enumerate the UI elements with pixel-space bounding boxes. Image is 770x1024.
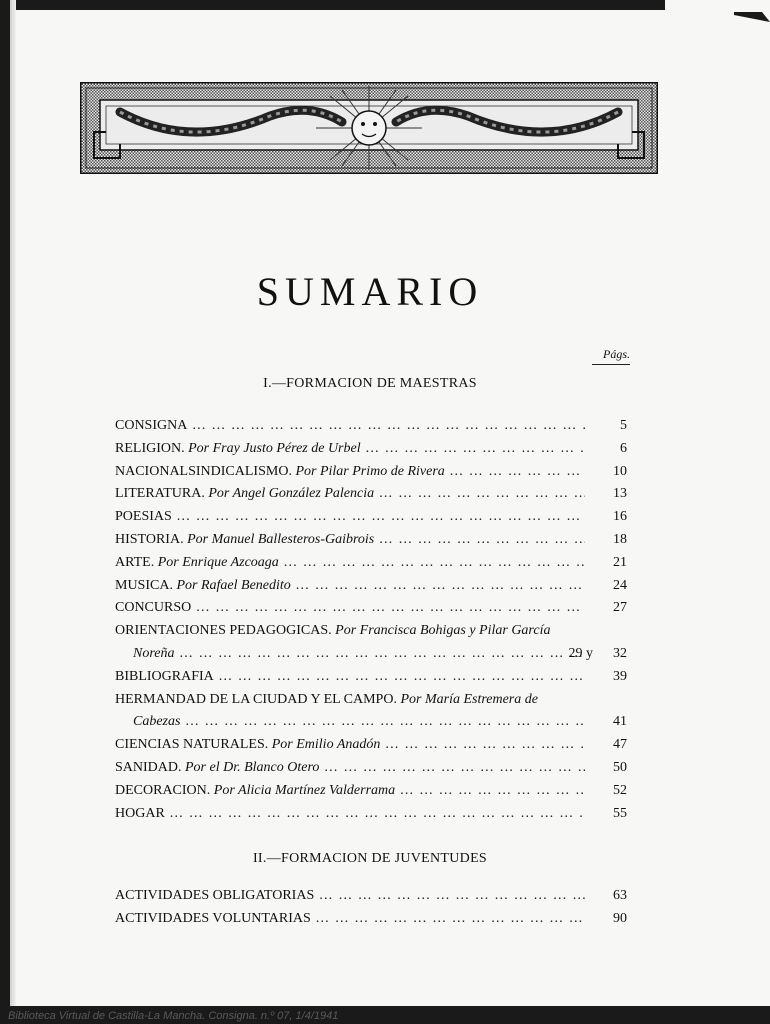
entry-label: ORIENTACIONES PEDAGOGICAS. xyxy=(115,623,332,639)
entry-label: POESIAS xyxy=(115,509,172,525)
toc-juventudes xyxy=(115,885,627,931)
entry-author: Por Pilar Primo de Rivera xyxy=(295,463,445,479)
entry-page: 63 xyxy=(613,888,627,903)
entry-label: CONSIGNA xyxy=(115,418,188,433)
entry-label: BIBLIOGRAFIA xyxy=(115,668,214,684)
entry-page: 55 xyxy=(613,805,627,821)
toc-entry xyxy=(115,529,627,552)
entry-label: HERMANDAD DE LA CIUDAD Y EL CAMPO. xyxy=(115,691,397,707)
entry-label: RELIGION. xyxy=(115,440,185,456)
entry-page: 16 xyxy=(613,509,627,525)
toc-entry xyxy=(115,597,627,620)
entry-author-continued: Noreña xyxy=(133,645,175,661)
entry-author: Por Emilio Anadón xyxy=(271,737,381,753)
toc-entry xyxy=(115,552,627,575)
entry-label: CIENCIAS NATURALES. xyxy=(115,737,269,753)
entry-page: 10 xyxy=(613,463,627,479)
entry-page-inline: 29 y xyxy=(568,645,593,661)
toc-entry xyxy=(115,689,627,735)
toc-entry xyxy=(115,666,627,689)
entry-label: DECORACION. xyxy=(115,782,211,798)
toc-entry xyxy=(115,780,627,803)
entry-label: CONCURSO xyxy=(115,600,192,616)
entry-author-continued: Cabezas xyxy=(133,714,181,730)
entry-label: HISTORIA. xyxy=(115,531,184,547)
entry-page: 32 xyxy=(613,645,627,661)
entry-author: Por Manuel Ballesteros-Gaibrois xyxy=(187,531,375,547)
page-top-border xyxy=(10,0,665,10)
entry-author: Por Enrique Azcoaga xyxy=(157,554,279,570)
entry-label: HOGAR xyxy=(115,805,165,821)
entry-author: Por Francisca Bohigas y Pilar García xyxy=(335,623,551,639)
entry-page: 90 xyxy=(613,910,627,926)
footer-credit: Biblioteca Virtual de Castilla-La Mancha. Consigna. n.º 07, 1/4/1941 xyxy=(8,1010,339,1022)
toc-maestras xyxy=(115,415,627,825)
entry-page: 21 xyxy=(613,554,627,570)
entry-page: 13 xyxy=(613,486,627,502)
entry-label: LITERATURA. xyxy=(115,486,205,502)
section-heading-maestras: I.—FORMACION DE MAESTRAS xyxy=(263,376,477,391)
toc-entry xyxy=(115,734,627,757)
entry-page: 41 xyxy=(613,714,627,730)
entry-page: 27 xyxy=(613,600,627,616)
entry-page: 18 xyxy=(613,531,627,547)
entry-author: Por el Dr. Blanco Otero xyxy=(185,759,320,775)
entry-page: 50 xyxy=(613,759,627,775)
toc-entry xyxy=(115,620,627,666)
entry-label: ARTE. xyxy=(115,554,155,570)
toc-entry xyxy=(115,438,627,461)
toc-entry xyxy=(115,908,627,931)
toc-entry xyxy=(115,461,627,484)
entry-author: Por Alicia Martínez Valderrama xyxy=(213,782,396,798)
toc-entry xyxy=(115,575,627,598)
entry-page: 24 xyxy=(613,577,627,593)
entry-author: Por Fray Justo Pérez de Urbel xyxy=(188,440,361,456)
entry-page: 52 xyxy=(613,782,627,798)
entry-label: SANIDAD. xyxy=(115,759,182,775)
entry-page: 47 xyxy=(613,737,627,753)
entry-page: 6 xyxy=(620,440,627,456)
page-title: SUMARIO xyxy=(256,269,484,314)
entry-author: Por María Estremera de xyxy=(400,691,538,707)
entry-label: ACTIVIDADES VOLUNTARIAS xyxy=(115,910,311,926)
entry-label: NACIONALSINDICALISMO. xyxy=(115,463,292,479)
entry-label: ACTIVIDADES OBLIGATORIAS xyxy=(115,888,315,903)
entry-page: 5 xyxy=(620,418,627,433)
toc-entry xyxy=(115,415,627,438)
toc-entry xyxy=(115,885,627,908)
section-heading-juventudes: II.—FORMACION DE JUVENTUDES xyxy=(252,851,488,866)
toc-entry xyxy=(115,757,627,780)
pages-column-header: Págs. xyxy=(592,347,630,365)
entry-author: Por Angel González Palencia xyxy=(208,486,375,502)
ornamental-banner xyxy=(80,82,658,174)
corner-mark xyxy=(734,12,770,22)
entry-label: MUSICA. xyxy=(115,577,173,593)
entry-author: Por Rafael Benedito xyxy=(176,577,291,593)
toc-entry xyxy=(115,483,627,506)
entry-page: 39 xyxy=(613,668,627,684)
toc-entry xyxy=(115,506,627,529)
page-left-border xyxy=(0,0,16,1024)
toc-entry xyxy=(115,803,627,826)
